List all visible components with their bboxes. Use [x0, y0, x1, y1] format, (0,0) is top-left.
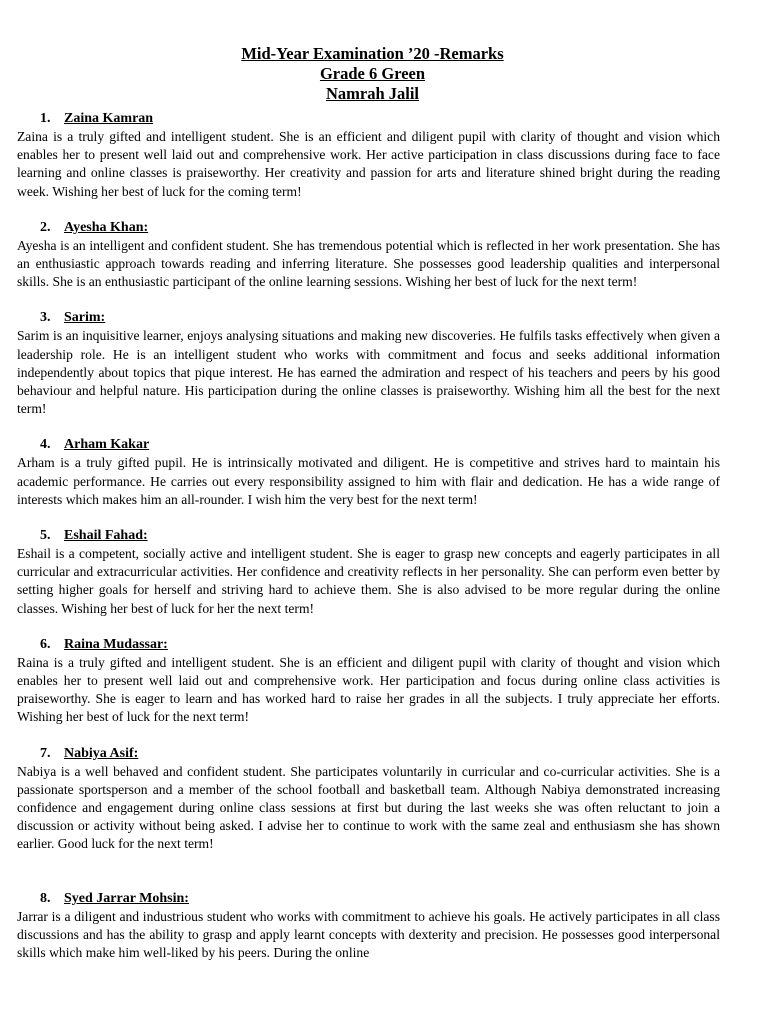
- remark-number: 1.: [40, 111, 51, 126]
- remark-number: 5.: [40, 528, 51, 544]
- remark-heading: [17, 636, 720, 654]
- remark-heading: [17, 219, 720, 237]
- remark-number: 4.: [40, 437, 51, 453]
- remark-number: 2.: [40, 219, 51, 235]
- remark-text: Zaina is a truly gifted and intelligent student. She is an efficient and diligent pupil with clarity of thought and vision which enables her to present well laid out and comprehensive work. Her active participation in class discussions during face to face learning and online classes is praiseworthy. Her creativity and passion for arts and literature shined bright during the reading week. Wishing her best of luck for the coming term!: [17, 129, 720, 199]
- remarks-list: [17, 110, 720, 962]
- remark-entry: [17, 309, 720, 418]
- student-name: Sarim:: [64, 310, 106, 326]
- remark-heading: [17, 309, 720, 327]
- document-title: Mid-Year Examination ’20 -Remarks: [241, 44, 504, 63]
- remark-text: Eshail is a competent, socially active and intelligent student. She is eager to grasp new concepts and eagerly participates in all curricular and extracurricular activities. Her confidence and creativity reflects in her personality. She can perform even better by setting higher goals for herself and striving hard to achieve them. She is also advised to be more regular during the online classes. Wishing her best of luck for her the next term!: [17, 546, 720, 616]
- remark-number: 7.: [40, 745, 51, 761]
- remark-entry: [17, 436, 720, 509]
- student-name: Raina Mudassar:: [64, 636, 168, 652]
- remark-entry: [17, 636, 720, 727]
- remark-heading: [17, 436, 720, 454]
- remark-heading: [17, 890, 720, 908]
- remark-text: Arham is a truly gifted pupil. He is intrinsically motivated and diligent. He is competitive and strives hard to maintain his academic performance. He carries out every responsibility assigned to him with flair and dedication. He has a wide range of interests which makes him an all-rounder. I wish him the very best for the next term!: [17, 455, 720, 507]
- student-name: Nabiya Asif:: [64, 745, 139, 761]
- remark-number: 3.: [40, 310, 51, 326]
- remark-entry: [17, 219, 720, 292]
- remark-text: Sarim is an inquisitive learner, enjoys analysing situations and making new discoveries. He fulfils tasks effectively when given a leadership role. He is an intelligent student who works with commitment and focus and seeks additional information independently about topics that pique interest. He has earned the admiration and respect of his teachers and peers by his good behaviour and helpful nature. His participation during the online classes is praiseworthy. Wishing him all the best for the next term!: [17, 328, 720, 417]
- remark-entry: [17, 890, 720, 963]
- student-name: Arham Kakar: [64, 437, 150, 453]
- remark-entry: [17, 110, 720, 201]
- remark-text: Jarrar is a diligent and industrious student who works with commitment to achieve his goals. He actively participates in all class discussions and has the ability to grasp and apply learnt concepts with dexterity and precision. He possesses good interpersonal skills which make him well-liked by his peers. During the online: [17, 908, 720, 961]
- remark-text: Raina is a truly gifted and intelligent student. She is an efficient and diligent pupil with clarity of thought and vision which enables her to present well laid out and comprehensive work. Her participation and focus during online class activities is praiseworthy. She is eager to learn and has worked hard to raise her grades in all the subjects. I truly appreciate her efforts. Wishing her best of luck for the next term!: [17, 654, 720, 725]
- document-subtitle-grade: Grade 6 Green: [319, 64, 426, 83]
- student-name: Eshail Fahad:: [64, 528, 148, 544]
- remark-entry: [17, 745, 720, 854]
- remark-number: 6.: [40, 636, 51, 652]
- remark-heading: [17, 745, 720, 763]
- student-name: Syed Jarrar Mohsin:: [64, 890, 189, 906]
- remark-heading: [17, 527, 720, 545]
- remark-heading: [17, 110, 720, 128]
- remark-text: Ayesha is an intelligent and confident student. She has tremendous potential which is reflected in her work presentation. She has an enthusiastic approach towards reading and inferring literature. She possesses good leadership qualities and interpersonal skills. She is an enthusiastic participant of the online learning sessions. Wishing her best of luck for the next term!: [17, 237, 720, 290]
- student-name: Zaina Kamran: [64, 111, 154, 126]
- remark-entry: [17, 527, 720, 618]
- document-header: [25, 44, 720, 104]
- document-subtitle-teacher: Namrah Jalil: [325, 84, 420, 103]
- remark-number: 8.: [40, 890, 51, 906]
- remark-text: Nabiya is a well behaved and confident student. She participates voluntarily in curricular and co-curricular activities. She is a passionate sportsperson and a member of the school football and basketball team. Although Nabiya demonstrated increasing confidence and engagement during online class sessions at first but during the last weeks she was often reluctant to join a discussion or activity without being asked. I advise her to continue to work with the same zeal and enthusiasm she has shown earlier. Good luck for the next term!: [17, 763, 720, 852]
- student-name: Ayesha Khan:: [64, 219, 149, 235]
